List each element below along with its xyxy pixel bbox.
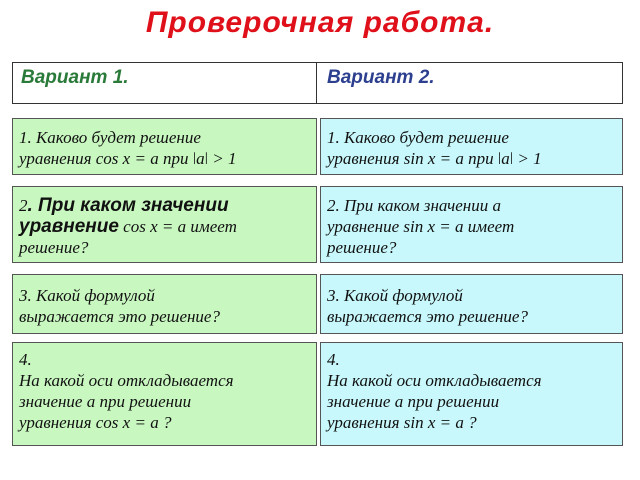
v2-q4-line-1: 4. — [327, 350, 340, 369]
v2-q1-line-1: 1. Каково будет решение — [327, 128, 509, 147]
v2-q1-line-2: уравнения sin x = a при ǀaǀ > 1 — [327, 149, 542, 168]
v1-q1-line-2: уравнения cos x = a при ǀaǀ > 1 — [19, 149, 237, 168]
v1-q4-line-3: значение a при решении — [19, 392, 192, 411]
v2-question-4 — [320, 342, 623, 446]
variant-2-label: Вариант 2. — [327, 67, 435, 88]
v1-q4-line-4: уравнения cos x = a ? — [19, 413, 172, 432]
v2-question-2 — [320, 186, 623, 263]
v1-question-1 — [12, 118, 317, 175]
v1-q3-line-2: выражается это решение? — [19, 307, 220, 326]
page-title: Проверочная работа. — [145, 6, 495, 39]
v1-question-3 — [12, 274, 317, 334]
v2-q2-line-3: решение? — [327, 238, 397, 257]
v2-question-1 — [320, 118, 623, 175]
v2-q2-line-1: 2. При каком значении a — [327, 196, 501, 215]
v1-q2-number: 2 — [19, 196, 28, 215]
v1-q1-line-1: 1. Каково будет решение — [19, 128, 201, 147]
v1-q2-line-3: решение? — [19, 238, 89, 257]
v2-q4-line-3: значение a при решении — [327, 392, 500, 411]
v2-q3-line-2: выражается это решение? — [327, 307, 528, 326]
v2-q4-line-4: уравнения sin x = a ? — [327, 413, 477, 432]
variants-header — [12, 62, 623, 104]
v2-q4-line-2: На какой оси откладывается — [327, 371, 542, 390]
v1-q2-heading-2: уравнение — [19, 216, 119, 237]
v2-q2-line-2: уравнение sin x = a имеет — [327, 217, 515, 236]
v1-q2-rest: cos x = a имеет — [118, 217, 237, 236]
variant-1-label: Вариант 1. — [13, 63, 317, 103]
v2-q3-line-1: 3. Какой формулой — [327, 286, 463, 305]
v1-q2-heading: . При каком значении — [27, 195, 229, 216]
v1-question-2 — [12, 186, 317, 263]
v1-q3-line-1: 3. Какой формулой — [19, 286, 155, 305]
v1-question-4 — [12, 342, 317, 446]
v1-q4-line-2: На какой оси откладывается — [19, 371, 234, 390]
v1-q4-line-1: 4. — [19, 350, 32, 369]
v2-question-3 — [320, 274, 623, 334]
